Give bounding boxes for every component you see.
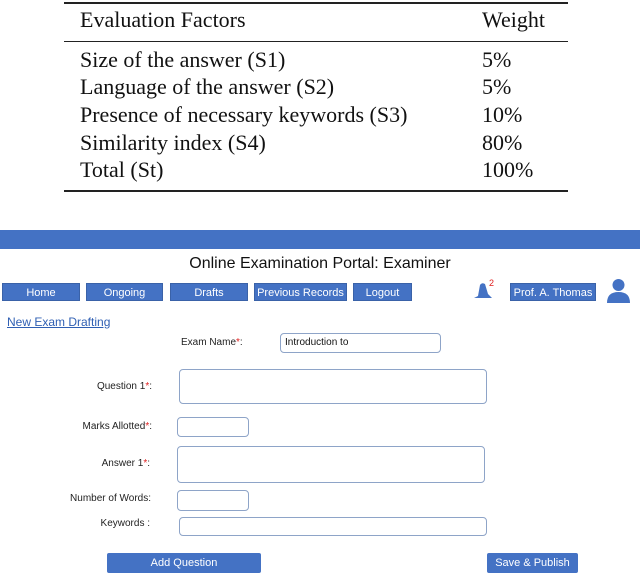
table-row-weight: 5% — [482, 74, 512, 99]
marks-allotted-label: Marks Allotted*: — [82, 421, 152, 432]
number-of-words-input[interactable] — [177, 490, 249, 511]
table-row-weight: 100% — [482, 157, 534, 182]
save-publish-button[interactable]: Save & Publish — [487, 553, 578, 573]
table-row-factor: Similarity index (S4) — [80, 130, 266, 155]
table-row-factor: Total (St) — [80, 157, 164, 182]
nav-home[interactable]: Home — [2, 283, 80, 301]
table-row-weight: 80% — [482, 130, 523, 155]
answer-1-label: Answer 1*: — [101, 458, 150, 469]
top-banner — [0, 230, 640, 249]
table-header-rule — [64, 41, 568, 42]
number-of-words-label: Number of Words: — [70, 493, 151, 504]
portal-title: Online Examination Portal: Examiner — [189, 255, 451, 272]
keywords-input[interactable] — [179, 517, 487, 536]
user-name-button[interactable]: Prof. A. Thomas — [510, 283, 596, 301]
marks-allotted-input[interactable] — [177, 417, 249, 437]
table-row-weight: 5% — [482, 47, 512, 72]
header-factors: Evaluation Factors — [80, 7, 246, 32]
new-exam-drafting-link[interactable]: New Exam Drafting — [7, 315, 111, 329]
table-row-factor: Language of the answer (S2) — [80, 74, 335, 99]
keywords-label: Keywords : — [100, 518, 150, 529]
notification-bell-icon[interactable] — [470, 280, 494, 302]
notification-count: 2 — [489, 278, 495, 288]
exam-name-label: Exam Name*: — [181, 337, 243, 348]
question-1-input[interactable] — [179, 369, 487, 404]
table-bottom-rule — [64, 190, 568, 192]
add-question-button[interactable]: Add Question — [107, 553, 261, 573]
user-avatar-icon[interactable] — [605, 278, 632, 303]
table-top-rule — [64, 2, 568, 4]
header-weight: Weight — [482, 7, 545, 32]
answer-1-input[interactable] — [177, 446, 485, 483]
nav-ongoing[interactable]: Ongoing — [86, 283, 163, 301]
table-row-factor: Size of the answer (S1) — [80, 47, 286, 72]
exam-name-input[interactable]: Introduction to — [280, 333, 441, 353]
nav-previous-records[interactable]: Previous Records — [254, 283, 347, 301]
table-row-weight: 10% — [482, 102, 523, 127]
question-1-label: Question 1*: — [96, 381, 152, 392]
table-row-factor: Presence of necessary keywords (S3) — [80, 102, 408, 127]
nav-drafts[interactable]: Drafts — [170, 283, 248, 301]
nav-logout[interactable]: Logout — [353, 283, 412, 301]
